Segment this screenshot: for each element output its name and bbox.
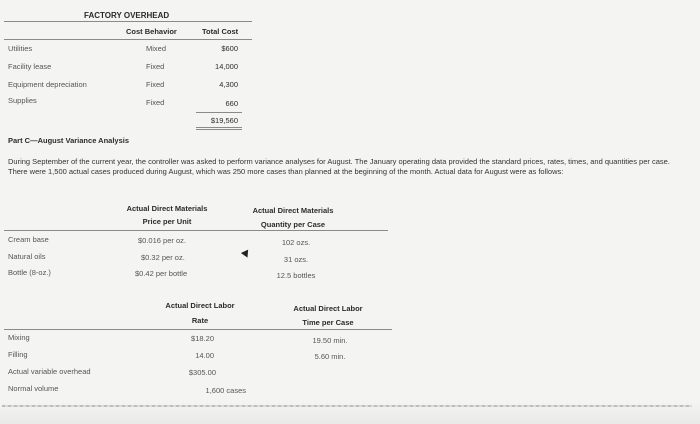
materials-qty: 102 ozs. — [281, 238, 311, 247]
part-c-paragraph: During September of the current year, the controller was asked to perform variance analyses for August. The January operating data provided the standard prices, rates, times, and quantities per case. There were 1,500 actual cases produced during August, which was 250 more cases than planned at the beginning of the month. Actual data for August were as follows: — [8, 157, 670, 176]
labor-time: 19.50 min. — [312, 336, 348, 345]
materials-col-qty: Actual Direct Materials — [252, 206, 334, 215]
materials-qty: 12.5 bottles — [276, 271, 316, 280]
materials-qty: 31 ozs. — [283, 255, 309, 264]
labor-col-rate: Actual Direct Labor — [165, 301, 235, 310]
labor-col-rate-sub: Rate — [191, 316, 209, 325]
labor-rate: 1,600 cases — [205, 386, 246, 395]
materials-price: $0.42 per bottle — [135, 269, 188, 278]
labor-item: Filling — [8, 350, 28, 359]
labor-rate: 14.00 — [195, 351, 214, 360]
overhead-cost: $600 — [221, 44, 238, 53]
overhead-cost: 660 — [225, 99, 238, 108]
labor-item: Normal volume — [8, 384, 59, 393]
overhead-col-total: Total Cost — [202, 27, 239, 36]
labor-col-time-sub: Time per Case — [302, 318, 354, 327]
overhead-col-behavior: Cost Behavior — [126, 27, 177, 36]
materials-price: $0.32 per oz. — [141, 253, 185, 262]
overhead-item: Utilities — [8, 44, 33, 53]
materials-item: Natural oils — [8, 252, 46, 261]
materials-item: Cream base — [8, 235, 49, 244]
overhead-total: $19,560 — [210, 116, 238, 125]
overhead-double-rule — [196, 127, 242, 128]
overhead-item: Facility lease — [8, 62, 52, 71]
labor-header-rule — [4, 329, 392, 330]
overhead-item: Supplies — [8, 96, 37, 105]
overhead-cost: 14,000 — [215, 62, 238, 71]
materials-col-price: Actual Direct Materials — [126, 204, 208, 213]
overhead-behavior: Fixed — [146, 98, 165, 107]
overhead-behavior: Fixed — [146, 62, 165, 71]
overhead-cost: 4,300 — [219, 80, 238, 89]
overhead-behavior: Fixed — [146, 80, 165, 89]
mouse-pointer-icon — [241, 250, 251, 260]
overhead-top-rule — [4, 21, 252, 22]
labor-item: Mixing — [8, 333, 30, 342]
materials-item: Bottle (8-oz.) — [8, 268, 51, 277]
materials-col-price-sub: Price per Unit — [142, 217, 192, 226]
overhead-title: FACTORY OVERHEAD — [84, 11, 170, 20]
materials-price: $0.016 per oz. — [138, 236, 186, 245]
overhead-double-rule — [196, 129, 242, 130]
overhead-sum-rule — [196, 112, 242, 113]
labor-item: Actual variable overhead — [8, 367, 91, 376]
labor-col-time: Actual Direct Labor — [293, 304, 363, 313]
materials-col-qty-sub: Quantity per Case — [260, 220, 326, 229]
labor-time: 5.60 min. — [314, 352, 346, 361]
labor-rate: $18.20 — [191, 334, 214, 343]
overhead-item: Equipment depreciation — [8, 80, 87, 89]
part-c-heading: Part C—August Variance Analysis — [8, 136, 130, 145]
labor-rate: $305.00 — [188, 368, 216, 377]
overhead-behavior: Mixed — [146, 44, 167, 53]
torn-edge-line — [2, 405, 692, 407]
materials-header-rule — [4, 230, 388, 231]
overhead-header-rule — [4, 39, 252, 40]
